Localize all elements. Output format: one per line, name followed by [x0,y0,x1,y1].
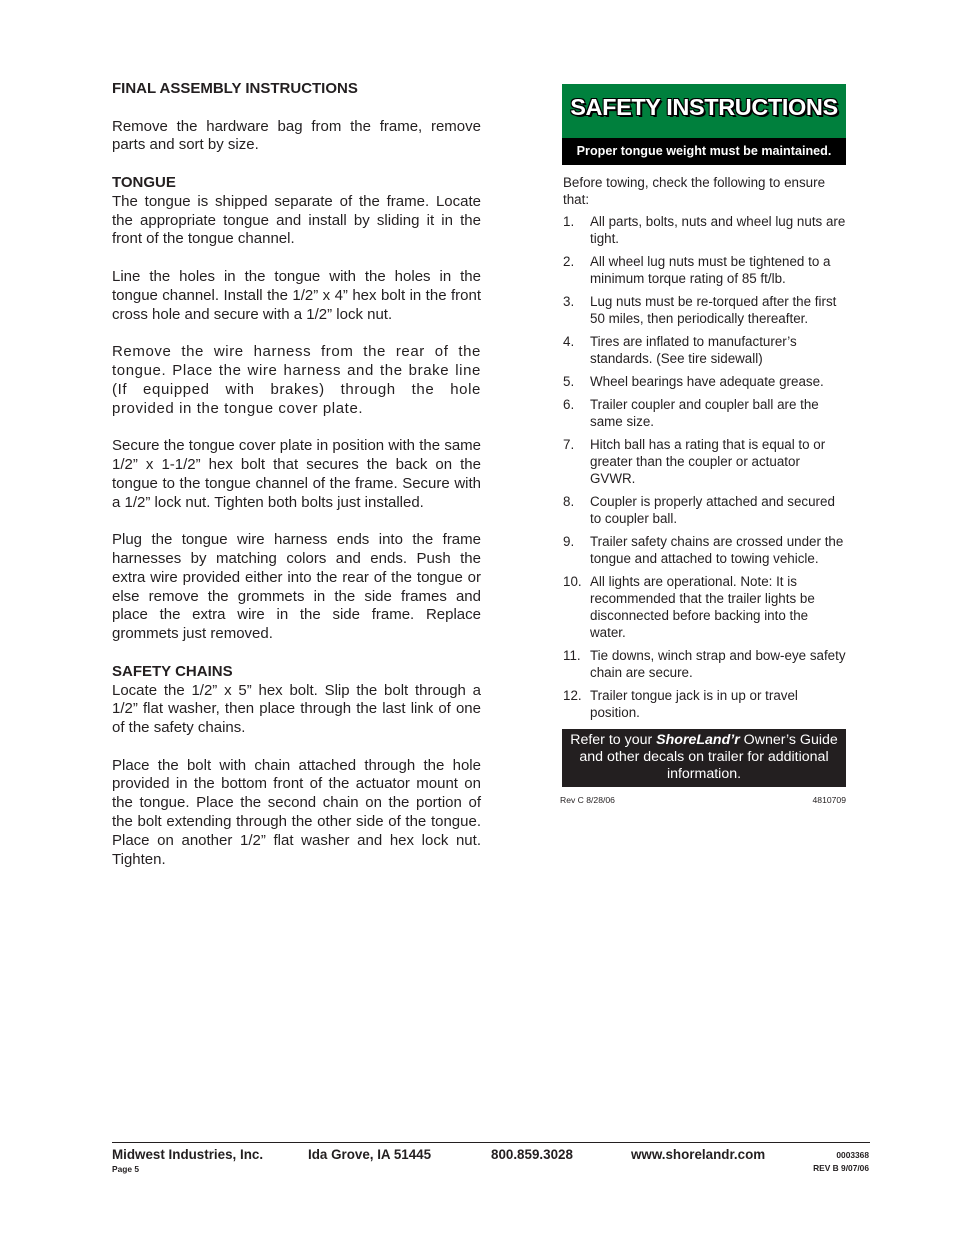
decal-part-number: 4810709 [812,795,846,805]
document-revision: REV B 9/07/06 [813,1163,869,1173]
brand-name: ShoreLand’r [656,732,740,748]
tongue-heading: TONGUE [112,173,176,191]
safety-intro: Before towing, check the following to ensure that: [563,175,826,207]
list-item: 5. Wheel bearings have adequate grease. [563,374,824,389]
tongue-paragraph: The tongue is shipped separate of the frame. Locate the appropriate tongue and install by sliding it in the front of the tongue channel. [112,192,481,248]
list-item: 9. Trailer safety chains are crossed under the tongue and attached to towing vehicle. [563,534,844,566]
tongue-paragraph: Remove the wire harness from the rear of the tongue. Place the wire harness and the brake line (If equipped with brakes) through the hole provided in the tongue cover plate. [112,343,481,417]
list-item: 11. Tie downs, winch strap and bow-eye safety chain are secure. [563,648,846,680]
tongue-paragraph: Line the holes in the tongue with the holes in the tongue channel. Install the 1/2” x 4” hex bolt in the front cross hole and secure with a 1/2” lock nut. [112,267,481,323]
chains-paragraph: Locate the 1/2” x 5” hex bolt. Slip the bolt through a 1/2” flat washer, then place through the last link of one of the safety chains. [112,681,481,737]
intro-paragraph: Remove the hardware bag from the frame, remove parts and sort by size. [112,117,481,154]
list-item: 7. Hitch ball has a rating that is equal to or greater than the coupler or actuator GVWR. [563,437,826,486]
document-number: 0003368 [836,1150,869,1160]
decal-revision-row [562,795,846,809]
list-item: 3. Lug nuts must be re-torqued after the first 50 miles, then periodically thereafter. [563,294,837,326]
decal-revision: Rev C 8/28/06 [560,795,615,805]
page-number: Page 5 [112,1164,140,1174]
list-item: 12. Trailer tongue jack is in up or travel position. [563,688,798,720]
safety-chains-heading: SAFETY CHAINS [112,662,233,680]
chains-paragraph: Place the bolt with chain attached through the hole provided in the bottom front of the actuator mount on the tongue. Place the second chain on the portion of the bolt extending through the other side of the tongue. Place on another 1/2” flat washer and hex lock nut. Tighten. [112,756,481,868]
footer-company: Midwest Industries, Inc. [112,1147,264,1162]
safety-banner [562,84,846,165]
safety-checklist [562,213,846,721]
footer-website: www.shorelandr.com [631,1147,766,1162]
list-item: 8. Coupler is properly attached and secured to coupler ball. [563,494,835,526]
assembly-title: FINAL ASSEMBLY INSTRUCTIONS [112,80,358,97]
assembly-instructions [112,80,481,869]
list-item: 4. Tires are inflated to manufacturer’s standards. (See tire sidewall) [563,334,797,366]
footer-city: Ida Grove, IA 51445 [308,1147,432,1162]
tongue-paragraph: Plug the tongue wire harness ends into the frame harnesses by matching colors and ends. Push the extra wire provided either into the rear of the tongue or else remove the grommets in the side frames and place the extra wire in the side frame. Replace grommets just removed. [112,531,481,643]
tongue-paragraph: Secure the tongue cover plate in position with the same 1/2” x 1-1/2” hex bolt that secures the back on the tongue to the tongue channel of the frame. Secure with a 1/2” lock nut. Tighten both bolts just installed. [112,437,481,511]
footer-divider [112,1142,870,1143]
list-item: 6. Trailer coupler and coupler ball are the same size. [563,397,819,429]
safety-title: SAFETY INSTRUCTIONS [570,94,838,120]
owners-guide-note: Refer to your ShoreLand’r Owner’s Guide and other decals on trailer for additional information. [562,729,846,787]
safety-instructions-decal [562,84,846,809]
safety-subtitle: Proper tongue weight must be maintained. [562,138,846,165]
list-item: 10. All lights are operational. Note: It is recommended that the trailer lights be disconnected before backing into the water. [563,574,815,640]
footer-phone: 800.859.3028 [491,1147,573,1162]
list-item: 1. All parts, bolts, nuts and wheel lug nuts are tight. [563,214,846,246]
list-item: 2. All wheel lug nuts must be tightened to a minimum torque rating of 85 ft/lb. [563,254,831,286]
